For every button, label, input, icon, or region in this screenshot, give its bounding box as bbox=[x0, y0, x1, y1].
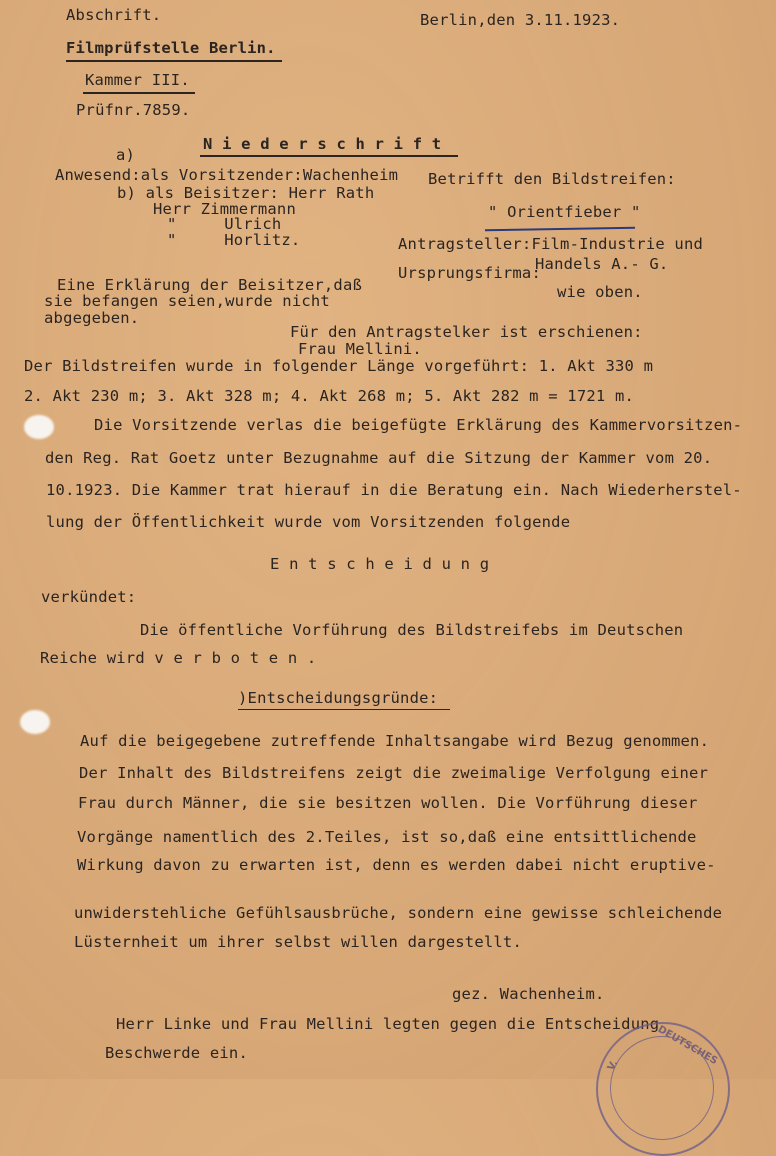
reasons-line-5: Wirkung davon zu erwarten ist, denn es werden dabei nicht eruptive- bbox=[77, 856, 716, 874]
paragraph-1-line-2: den Reg. Rat Goetz unter Bezugnahme auf die Sitzung der Kammer vom 20. bbox=[45, 449, 713, 467]
subject-label: Betrifft den Bildstreifen: bbox=[428, 170, 676, 188]
declaration-line-1: Eine Erklärung der Beisitzer,daß bbox=[57, 276, 363, 294]
closing-line-1: Herr Linke und Frau Mellini legten gegen die Entscheidung bbox=[116, 1015, 660, 1033]
office-underline bbox=[66, 60, 282, 62]
paragraph-1-line-4: lung der Öffentlichkeit wurde vom Vorsitzenden folgende bbox=[46, 513, 571, 531]
decision-announced: verkündet: bbox=[41, 588, 137, 606]
film-title-underline bbox=[485, 227, 635, 232]
attendance-assessor-2: Herr Zimmermann bbox=[153, 200, 296, 218]
signature: gez. Wachenheim. bbox=[452, 985, 605, 1003]
length-line-1: Der Bildstreifen wurde in folgender Länge vorgeführt: 1. Akt 330 m bbox=[24, 357, 654, 375]
title-underline bbox=[200, 155, 458, 157]
reasons-line-7: Lüsternheit um ihrer selbst willen dargestellt. bbox=[74, 933, 522, 951]
origin-value: wie oben. bbox=[557, 283, 643, 301]
origin-label: Ursprungsfirma: bbox=[398, 264, 541, 282]
attendance-assessor-3: " Ulrich bbox=[167, 215, 282, 233]
punch-hole-top bbox=[24, 415, 54, 439]
decision-line-1: Die öffentliche Vorführung des Bildstreifebs im Deutschen bbox=[140, 621, 684, 639]
test-number: Prüfnr.7859. bbox=[76, 101, 191, 119]
office-name: Filmprüfstelle Berlin. bbox=[66, 39, 276, 57]
stamp-text: DEUTSCHES bbox=[655, 1023, 720, 1068]
decision-heading: E n t s c h e i d u n g bbox=[270, 555, 490, 573]
reasons-line-4: Vorgänge namentlich des 2.Teiles, ist so,daß eine entsittlichende bbox=[77, 828, 697, 846]
closing-line-2: Beschwerde ein. bbox=[105, 1044, 248, 1062]
film-title: " Orientfieber " bbox=[488, 203, 641, 221]
applicant-continued: Handels A.- G. bbox=[535, 255, 669, 273]
attendance-assessor-4: " Horlitz. bbox=[167, 231, 301, 249]
stamp-mark: V. bbox=[605, 1058, 621, 1073]
paragraph-1-line-1: Die Vorsitzende verlas die beigefügte Erklärung des Kammervorsitzen- bbox=[94, 416, 743, 434]
attendance-marker-a: a) bbox=[116, 146, 136, 164]
applicant: Antragsteller:Film-Industrie und bbox=[398, 235, 704, 253]
chamber: Kammer III. bbox=[85, 71, 190, 89]
place-date: Berlin,den 3.11.1923. bbox=[420, 11, 621, 29]
reasons-line-1: Auf die beigegebene zutreffende Inhaltsangabe wird Bezug genommen. bbox=[80, 732, 710, 750]
attendance-assessor: b) als Beisitzer: Herr Rath bbox=[117, 184, 375, 202]
reasons-heading: )Entscheidungsgründe: bbox=[238, 689, 439, 707]
appeared-line-1: Für den Antragstelker ist erschienen: bbox=[290, 323, 643, 341]
reasons-line-3: Frau durch Männer, die sie besitzen wollen. Die Vorführung dieser bbox=[78, 794, 698, 812]
reasons-line-2: Der Inhalt des Bildstreifens zeigt die zweimalige Verfolgung einer bbox=[79, 764, 709, 782]
decision-line-2: Reiche wird v e r b o t e n . bbox=[40, 649, 317, 667]
length-line-2: 2. Akt 230 m; 3. Akt 328 m; 4. Akt 268 m; 5. Akt 282 m = 1721 m. bbox=[24, 387, 635, 405]
reasons-line-6: unwiderstehliche Gefühlsausbrüche, sondern eine gewisse schleichende bbox=[74, 904, 723, 922]
paragraph-1-line-3: 10.1923. Die Kammer trat hierauf in die Beratung ein. Nach Wiederherstel- bbox=[46, 481, 742, 499]
official-stamp bbox=[596, 1022, 730, 1156]
reasons-underline bbox=[238, 709, 450, 710]
chamber-underline bbox=[83, 92, 195, 94]
declaration-line-2: sie befangen seien,wurde nicht bbox=[44, 292, 330, 310]
punch-hole-bottom bbox=[20, 710, 50, 734]
declaration-line-3: abgegeben. bbox=[44, 309, 140, 327]
copy-label: Abschrift. bbox=[66, 6, 162, 24]
document-title: N i e d e r s c h r i f t bbox=[203, 135, 442, 153]
appeared-line-2: Frau Mellini. bbox=[298, 340, 422, 358]
attendance-chair: Anwesend:als Vorsitzender:Wachenheim bbox=[55, 166, 399, 184]
